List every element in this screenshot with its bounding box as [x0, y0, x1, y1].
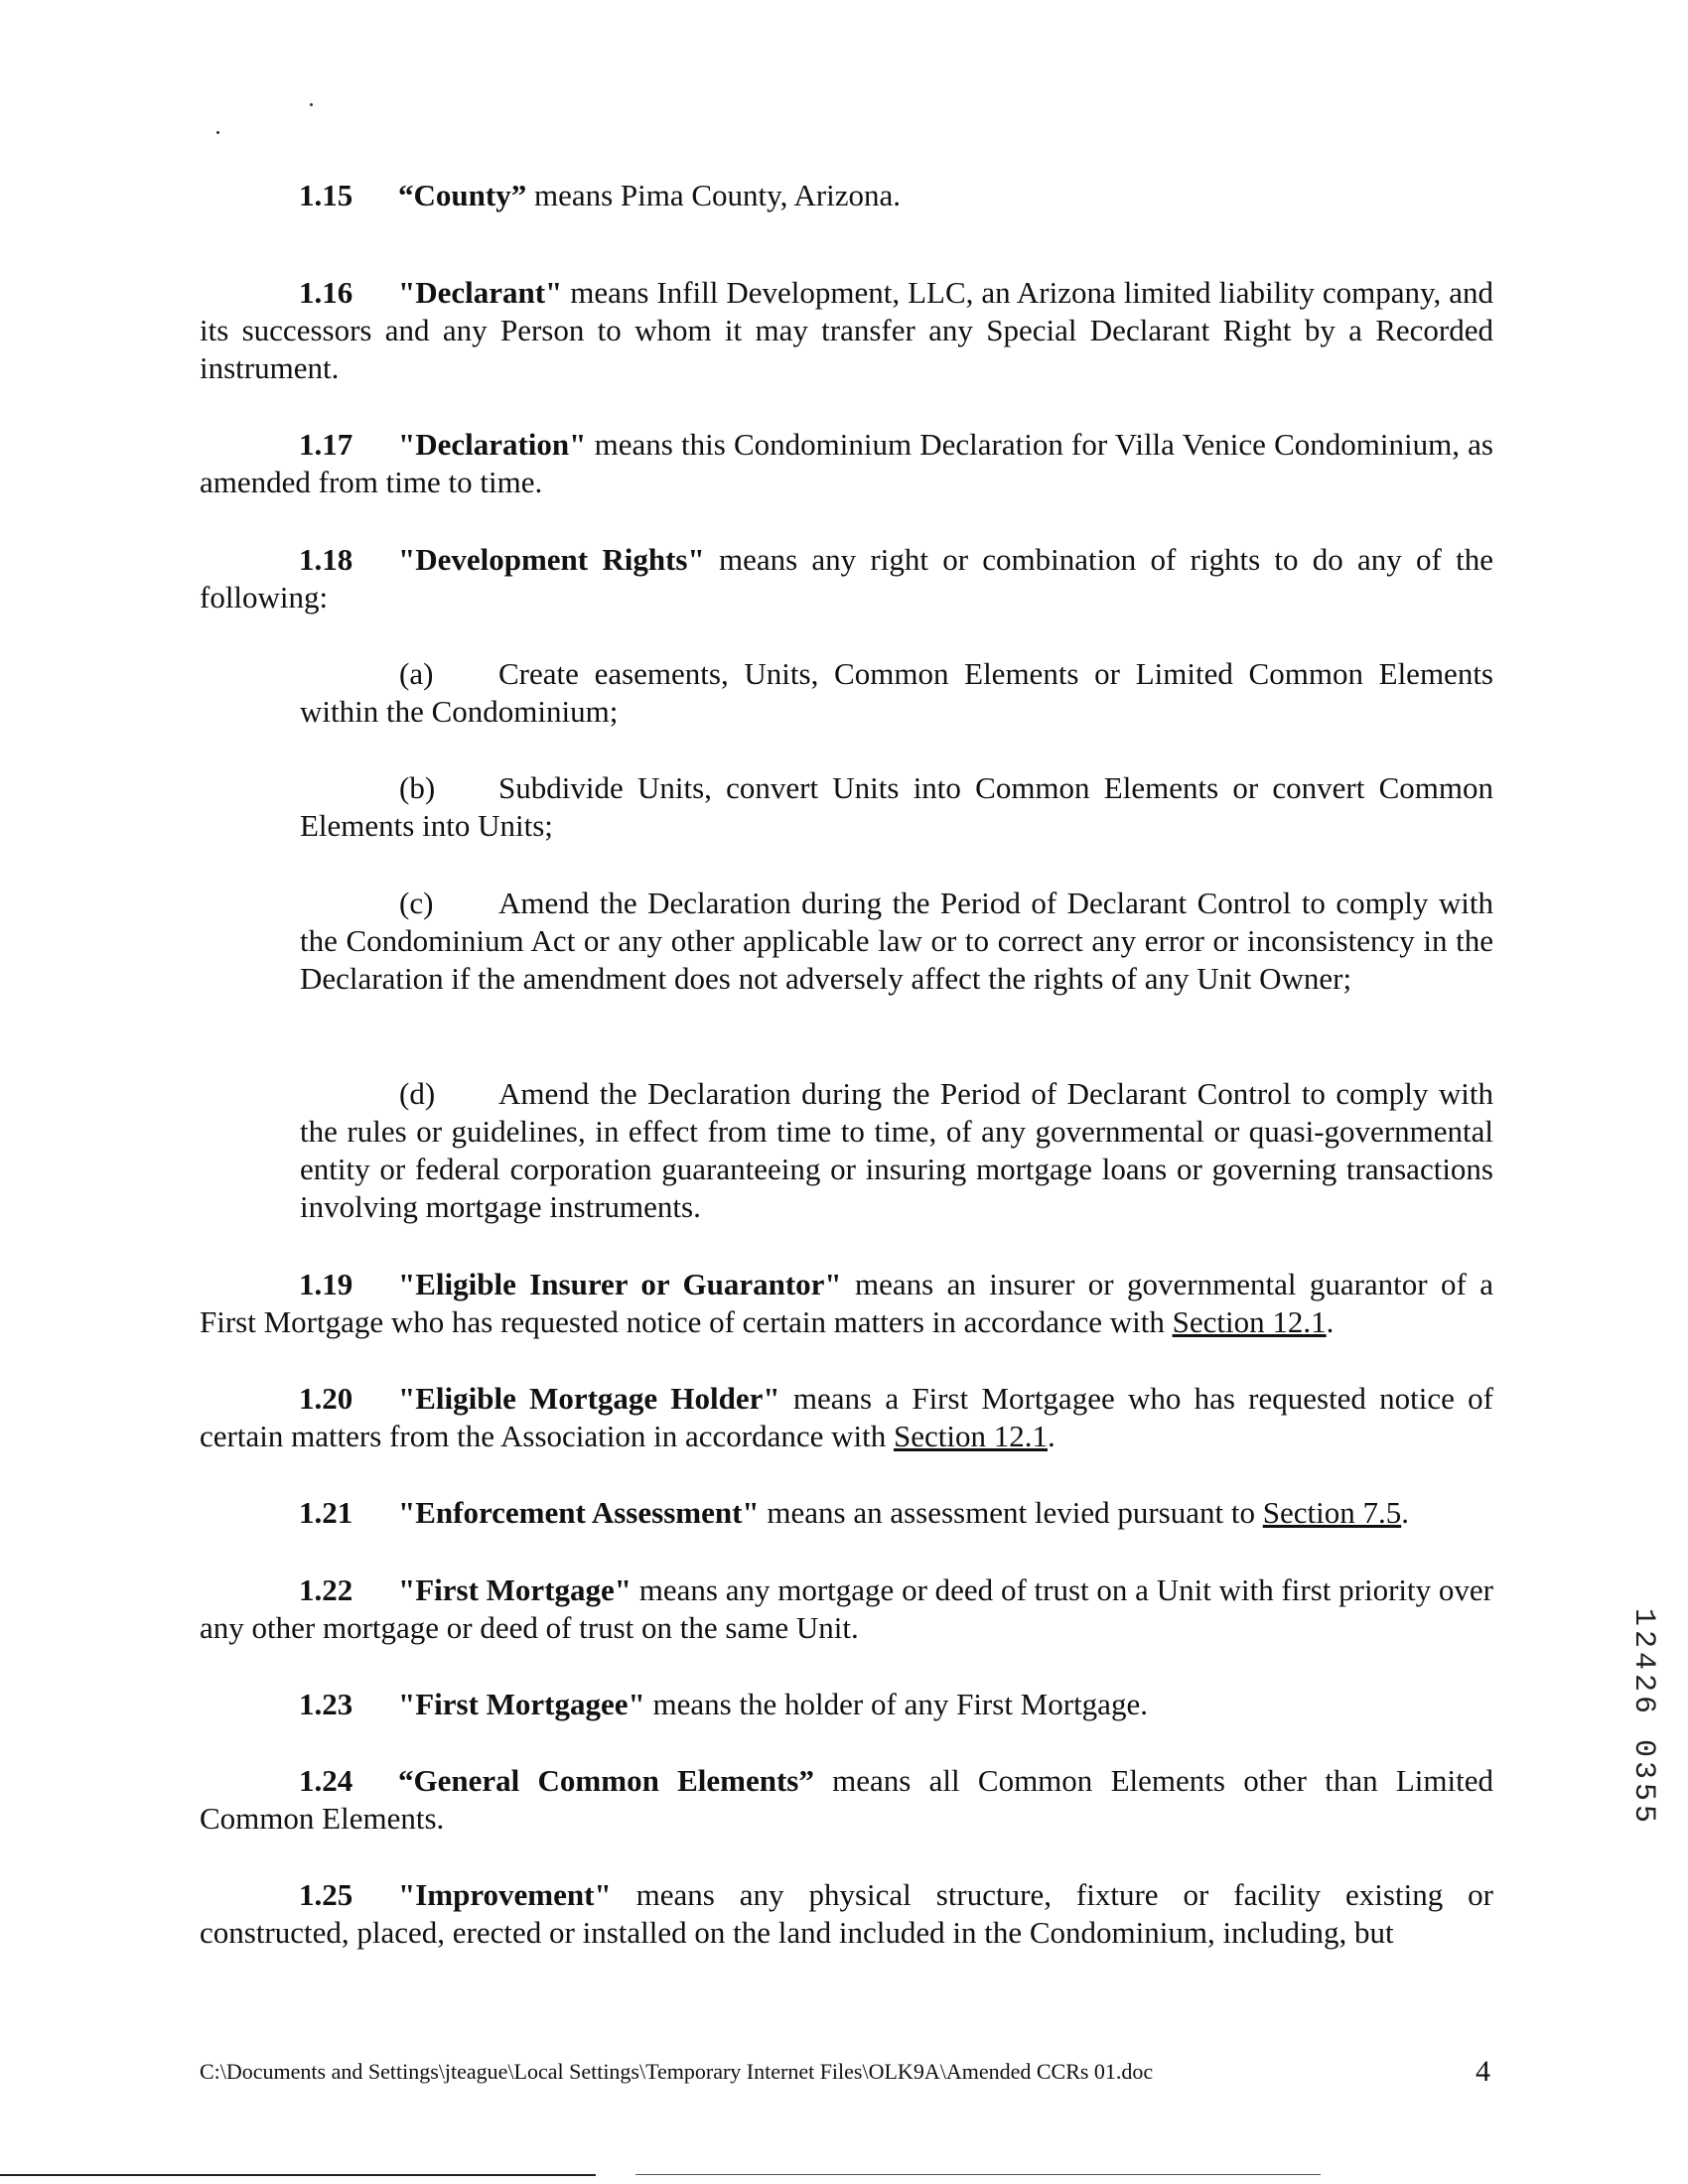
development-right-item: [300, 655, 1493, 731]
section-number: 1.23: [299, 1687, 353, 1721]
definition-text: means an assessment levied pursuant to: [759, 1495, 1263, 1530]
definition-declaration: [200, 426, 1493, 501]
section-number: 1.18: [299, 542, 353, 577]
definition-text: means any right or combination of rights to do any of the following:: [200, 542, 1493, 614]
definition-text: means Pima County, Arizona.: [526, 178, 902, 212]
definition-eligible-insurer: [200, 1266, 1493, 1341]
item-label: (d): [399, 1076, 436, 1111]
section-number: 1.24: [299, 1763, 353, 1798]
definition-text: means this Condominium Declaration for Villa Venice Condominium, as amended from time to time.: [200, 427, 1493, 499]
section-reference: Section 12.1: [1172, 1304, 1327, 1339]
item-label: (b): [399, 770, 436, 805]
defined-term: "First Mortgage": [398, 1572, 632, 1607]
defined-term: "Eligible Mortgage Holder": [398, 1381, 780, 1416]
item-text: Create easements, Units, Common Elements or Limited Common Elements within the Condominium;: [300, 656, 1493, 729]
section-number: 1.20: [299, 1381, 353, 1416]
defined-term: "Development Rights": [398, 542, 705, 577]
section-number: 1.16: [299, 275, 353, 310]
scan-speck: [310, 103, 313, 106]
defined-term: "Improvement": [398, 1877, 612, 1912]
item-text: Subdivide Units, convert Units into Common Elements or convert Common Elements into Units;: [300, 770, 1493, 843]
definition-general-common-elements: [200, 1762, 1493, 1838]
definition-text: means all Common Elements other than Limited Common Elements.: [200, 1763, 1494, 1836]
section-number: 1.17: [299, 427, 353, 462]
defined-term: "Declarant": [398, 275, 563, 310]
definition-tail: .: [1047, 1419, 1055, 1453]
development-right-item: [300, 885, 1493, 998]
definition-first-mortgagee: [200, 1686, 1493, 1723]
definition-first-mortgage: [200, 1571, 1493, 1647]
definition-text: means any mortgage or deed of trust on a Unit with first priority over any other mortgage or deed of trust on the same Unit.: [200, 1572, 1493, 1645]
page-number: 4: [1476, 2055, 1490, 2088]
defined-term: "First Mortgagee": [398, 1687, 645, 1721]
section-number: 1.21: [299, 1495, 353, 1530]
definition-text: means the holder of any First Mortgage.: [644, 1687, 1148, 1721]
recording-stamp-text: 12426 0355: [1626, 1608, 1660, 1828]
section-number: 1.15: [299, 178, 353, 212]
section-reference: Section 7.5: [1262, 1495, 1402, 1530]
development-right-item: [300, 1075, 1493, 1226]
defined-term: “General Common Elements”: [398, 1763, 814, 1798]
definition-text: means an insurer or governmental guarantor of a First Mortgage who has requested notice of certain matters in accordance with: [200, 1267, 1493, 1339]
defined-term: "Enforcement Assessment": [398, 1495, 760, 1530]
section-number: 1.19: [299, 1267, 353, 1301]
item-label: (c): [399, 886, 434, 920]
item-label: (a): [399, 656, 434, 691]
definition-county: [200, 177, 1493, 214]
item-text: Amend the Declaration during the Period of Declarant Control to comply with the rules or guidelines, in effect from time to time, of any governmental or quasi-governmental entity or federal corporation guaranteeing or insuring mortgage loans or governing transactions involving mortgage instruments.: [300, 1076, 1493, 1224]
definition-enforcement-assessment: [200, 1494, 1493, 1532]
defined-term: "Declaration": [398, 427, 587, 462]
definition-improvement: [200, 1876, 1493, 1952]
defined-term: "Eligible Insurer or Guarantor": [398, 1267, 842, 1301]
section-number: 1.22: [299, 1572, 353, 1607]
definition-eligible-mortgage-holder: [200, 1380, 1493, 1455]
recording-stamp: [1624, 1608, 1664, 1837]
defined-term: “County”: [398, 178, 527, 212]
definition-text: means Infill Development, LLC, an Arizona limited liability company, and its successors and any Person to whom it may transfer any Special Declarant Right by a Recorded instrument.: [200, 275, 1493, 385]
definition-tail: .: [1401, 1495, 1409, 1530]
development-right-item: [300, 769, 1493, 845]
definition-tail: .: [1326, 1304, 1335, 1339]
section-number: 1.25: [299, 1877, 353, 1912]
item-text: Amend the Declaration during the Period of Declarant Control to comply with the Condominium Act or any other applicable law or to correct any error or inconsistency in the Declaration if the amendment does not adversely affect the rights of any Unit Owner;: [300, 886, 1493, 996]
definition-declarant: [200, 274, 1493, 387]
definition-text: means any physical structure, fixture or facility existing or constructed, placed, erected or installed on the land included in the Condominium, including, but: [200, 1877, 1493, 1950]
scan-speck: [216, 131, 219, 134]
definition-development-rights: [200, 541, 1493, 616]
definition-text: means a First Mortgagee who has requested notice of certain matters from the Association in accordance with: [200, 1381, 1493, 1453]
scan-edge-line: [0, 2174, 596, 2176]
scan-edge-line: [635, 2174, 1321, 2175]
section-reference: Section 12.1: [893, 1419, 1048, 1453]
footer-file-path: C:\Documents and Settings\jteague\Local Settings\Temporary Internet Files\OLK9A\Amended CCRs 01.doc: [200, 2059, 1154, 2084]
